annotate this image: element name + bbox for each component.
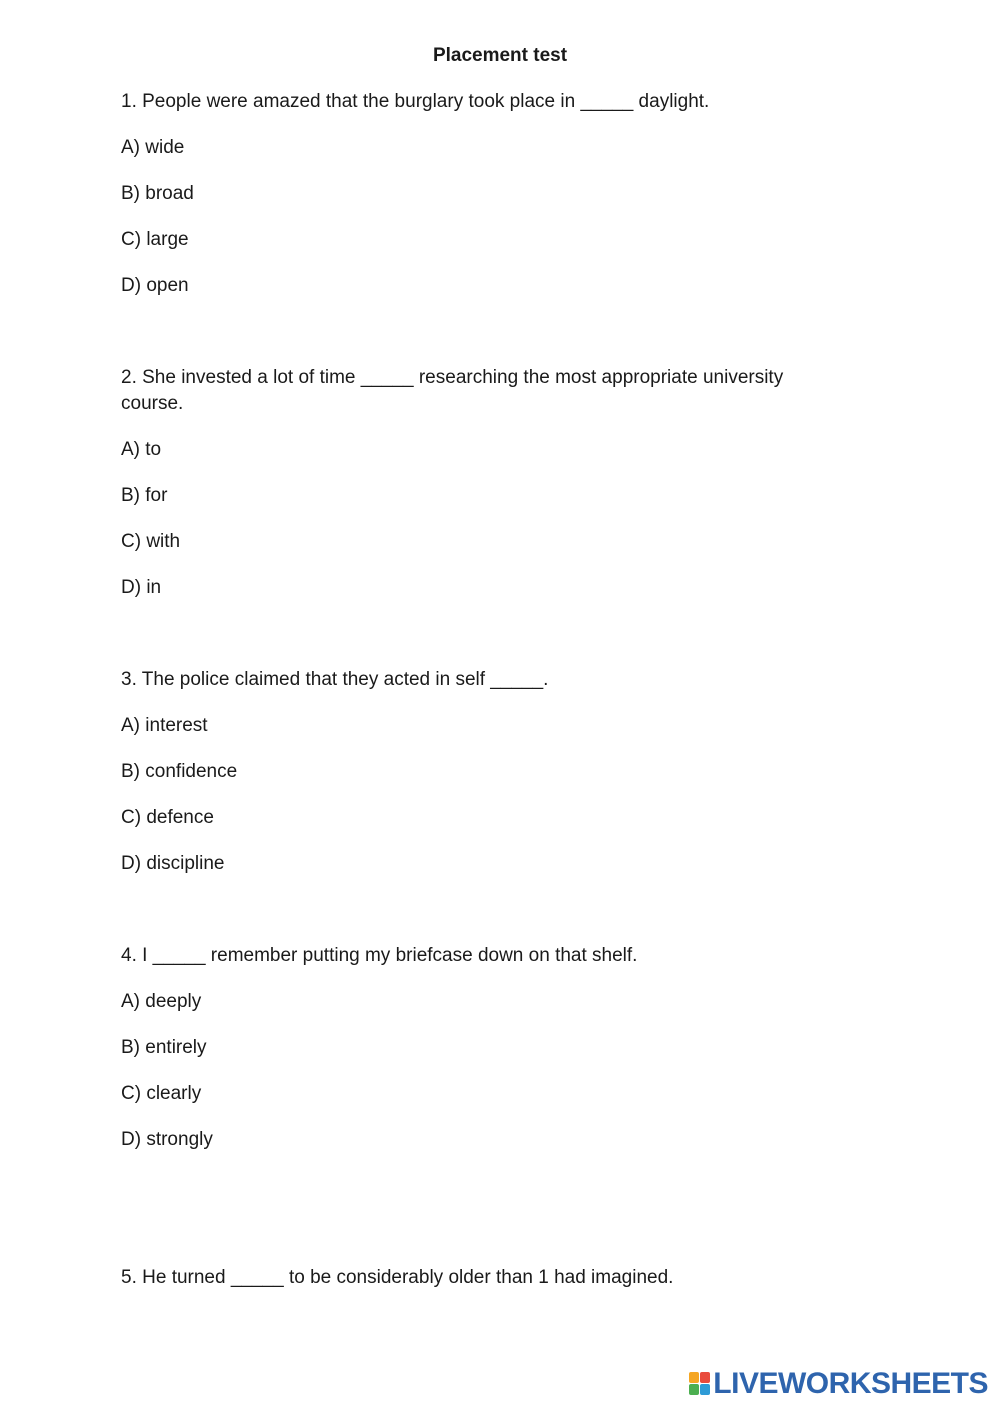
question-stem: 1. People were amazed that the burglary took place in _____ daylight. bbox=[121, 91, 710, 112]
question-stem: 3. The police claimed that they acted in self _____. bbox=[121, 669, 549, 690]
option-a[interactable]: A) wide bbox=[121, 137, 185, 158]
option-c[interactable]: C) with bbox=[121, 531, 181, 552]
option-b[interactable]: B) entirely bbox=[121, 1037, 207, 1058]
question-stem: 2. She invested a lot of time _____ researching the most appropriate university bbox=[121, 367, 784, 388]
option-b[interactable]: B) for bbox=[121, 485, 168, 506]
option-d[interactable]: D) discipline bbox=[121, 853, 225, 874]
option-b[interactable]: B) confidence bbox=[121, 761, 238, 782]
question-stem: 4. I _____ remember putting my briefcase down on that shelf. bbox=[121, 945, 638, 966]
option-d[interactable]: D) strongly bbox=[121, 1129, 213, 1150]
option-c[interactable]: C) clearly bbox=[121, 1083, 202, 1104]
question-stem: 5. He turned _____ to be considerably older than 1 had imagined. bbox=[121, 1267, 674, 1288]
question-stem-continued: course. bbox=[121, 393, 184, 414]
liveworksheets-logo-icon bbox=[689, 1372, 711, 1396]
option-d[interactable]: D) in bbox=[121, 577, 162, 598]
logo-text: LIVEWORKSHEETS bbox=[713, 1367, 988, 1400]
page-title: Placement test bbox=[432, 45, 568, 66]
option-a[interactable]: A) to bbox=[121, 439, 162, 460]
option-b[interactable]: B) broad bbox=[121, 183, 194, 204]
liveworksheets-logo bbox=[689, 1369, 988, 1399]
option-a[interactable]: A) deeply bbox=[121, 991, 202, 1012]
option-a[interactable]: A) interest bbox=[121, 715, 208, 736]
option-c[interactable]: C) large bbox=[121, 229, 189, 250]
option-d[interactable]: D) open bbox=[121, 275, 189, 296]
option-c[interactable]: C) defence bbox=[121, 807, 214, 828]
